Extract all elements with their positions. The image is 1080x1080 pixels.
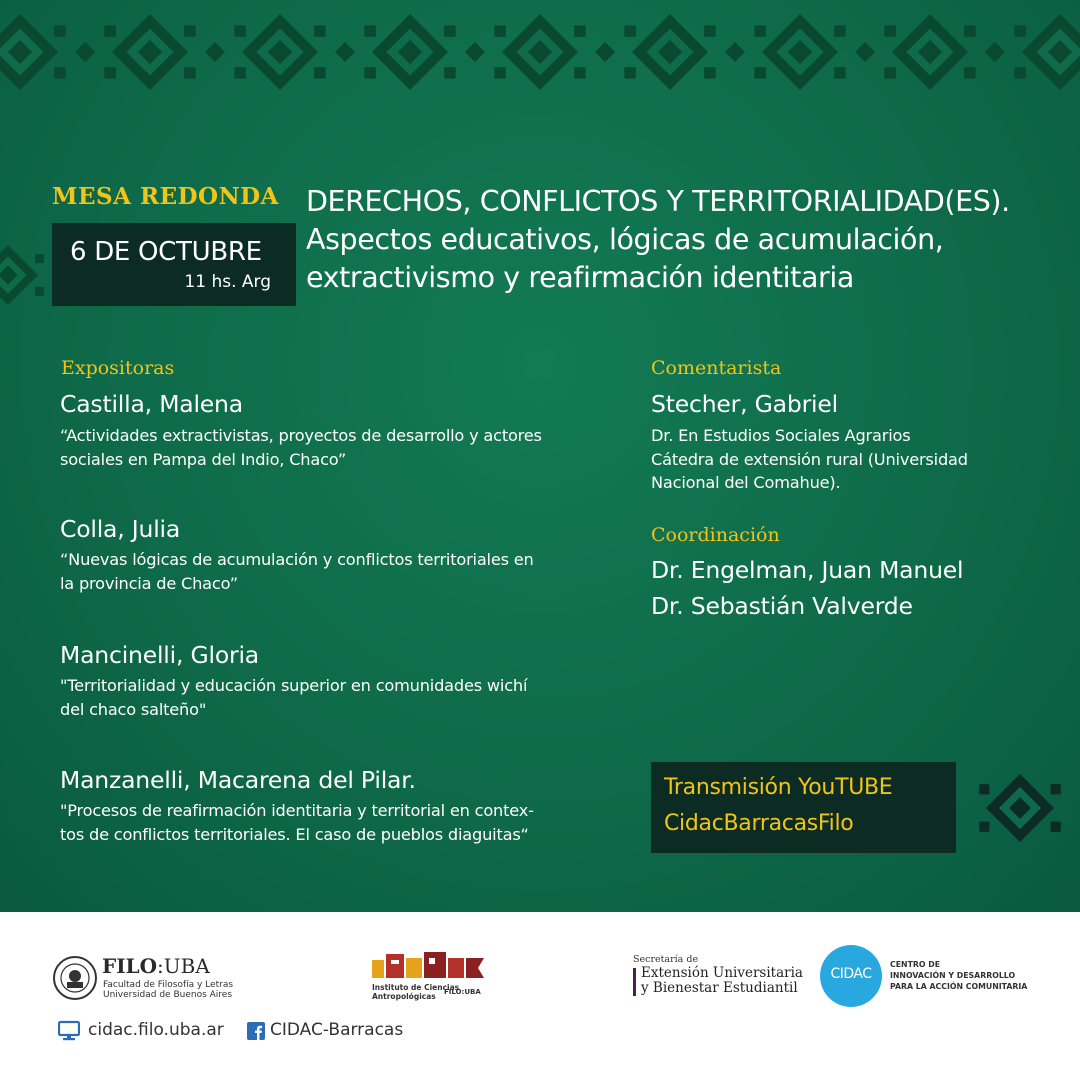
cidac-name-line: PARA LA ACCIÓN COMUNITARIA bbox=[890, 982, 1028, 991]
speaker-name: Castilla, Malena bbox=[60, 390, 243, 418]
coordinator-name: Dr. Sebastián Valverde bbox=[651, 592, 913, 620]
facebook-link[interactable] bbox=[247, 1018, 427, 1044]
filo-subtitle: Facultad de Filosofía y Letras bbox=[103, 980, 234, 990]
title-line: Aspectos educativos, lógicas de acumulación, bbox=[306, 223, 944, 256]
ica-name-line: Antropológicas bbox=[372, 992, 436, 1001]
ica-emblem-icon bbox=[372, 950, 484, 980]
event-time: 11 hs. Arg bbox=[184, 272, 271, 292]
speaker-talk-title bbox=[60, 424, 542, 471]
comentarista-name: Stecher, Gabriel bbox=[651, 390, 838, 418]
youtube-stream-box[interactable] bbox=[651, 762, 956, 853]
filo-uba-small: FILO:UBA bbox=[444, 988, 481, 996]
talk-line: del chaco salteño" bbox=[60, 699, 207, 719]
pattern-side-ornament bbox=[0, 230, 48, 320]
cidac-logo-text: CIDAC bbox=[830, 966, 872, 982]
facebook-icon bbox=[247, 1022, 265, 1040]
secretaria-extension-logo[interactable] bbox=[633, 954, 803, 1004]
facebook-page-name: CIDAC-Barracas bbox=[270, 1020, 404, 1040]
cidac-name-line: INNOVACIÓN Y DESARROLLO bbox=[890, 971, 1016, 980]
monitor-icon bbox=[58, 1020, 80, 1042]
detail-line: Cátedra de extensión rural (Universidad bbox=[651, 449, 968, 469]
event-title bbox=[306, 183, 1066, 297]
talk-line: sociales en Pampa del Indio, Chaco” bbox=[60, 449, 347, 469]
title-line: extractivismo y reafirmación identitaria bbox=[306, 261, 854, 294]
event-date: 6 DE OCTUBRE bbox=[70, 237, 262, 267]
talk-line: la provincia de Chaco” bbox=[60, 573, 238, 593]
sponsor-footer bbox=[0, 912, 1080, 1080]
date-box bbox=[52, 223, 296, 306]
speaker-talk-title bbox=[60, 548, 534, 595]
talk-line: "Procesos de reafirmación identitaria y territorial en contex- bbox=[60, 801, 534, 820]
coordinacion-heading: Coordinación bbox=[651, 524, 780, 546]
talk-line: "Territorialidad y educación superior en comunidades wichí bbox=[60, 676, 528, 695]
andean-pattern-border bbox=[0, 0, 1080, 110]
uba-brand: :UBA bbox=[157, 954, 210, 978]
stream-platform-label: Transmisión YouTUBE bbox=[664, 775, 893, 800]
event-type-label: MESA REDONDA bbox=[52, 183, 279, 210]
comentarista-heading: Comentarista bbox=[651, 357, 782, 379]
ica-logo[interactable] bbox=[372, 950, 487, 1012]
coordinator-name: Dr. Engelman, Juan Manuel bbox=[651, 556, 964, 584]
detail-line: Nacional del Comahue). bbox=[651, 473, 841, 492]
filo-uba-logo[interactable] bbox=[52, 952, 234, 1012]
speaker-talk-title bbox=[60, 674, 527, 721]
talk-line: “Actividades extractivistas, proyectos de desarrollo y actores bbox=[60, 426, 542, 445]
stream-channel-name: CidacBarracasFilo bbox=[664, 811, 854, 836]
secretaria-bar bbox=[633, 968, 636, 996]
website-link[interactable] bbox=[58, 1018, 238, 1044]
title-line: DERECHOS, CONFLICTOS Y TERRITORIALIDAD(ES). bbox=[306, 185, 1010, 218]
university-seal-icon bbox=[52, 955, 98, 1001]
cidac-logo[interactable] bbox=[820, 945, 1028, 1009]
website-url: cidac.filo.uba.ar bbox=[88, 1020, 224, 1040]
speaker-talk-title bbox=[60, 799, 534, 846]
speaker-name: Manzanelli, Macarena del Pilar. bbox=[60, 766, 416, 794]
speaker-name: Colla, Julia bbox=[60, 515, 181, 543]
expositoras-heading: Expositoras bbox=[61, 357, 175, 379]
talk-line: “Nuevas lógicas de acumulación y conflictos territoriales en bbox=[60, 550, 534, 569]
secretaria-name-line: Extensión Universitaria bbox=[641, 965, 803, 981]
pattern-side-ornament bbox=[968, 762, 1080, 854]
uba-subtitle: Universidad de Buenos Aires bbox=[103, 990, 233, 1000]
detail-line: Dr. En Estudios Sociales Agrarios bbox=[651, 426, 911, 445]
cidac-name-line: CENTRO DE bbox=[890, 960, 941, 969]
cidac-circle-icon bbox=[820, 945, 882, 1007]
secretaria-name-line: y Bienestar Estudiantil bbox=[641, 980, 798, 996]
secretaria-prefix: Secretaría de bbox=[633, 954, 699, 965]
talk-line: tos de conflictos territoriales. El caso de pueblos diaguitas“ bbox=[60, 824, 529, 844]
filo-brand: FILO bbox=[102, 954, 158, 978]
speaker-name: Mancinelli, Gloria bbox=[60, 641, 260, 669]
comentarista-details bbox=[651, 424, 968, 495]
ica-name-line: Instituto de Ciencias bbox=[372, 983, 460, 992]
